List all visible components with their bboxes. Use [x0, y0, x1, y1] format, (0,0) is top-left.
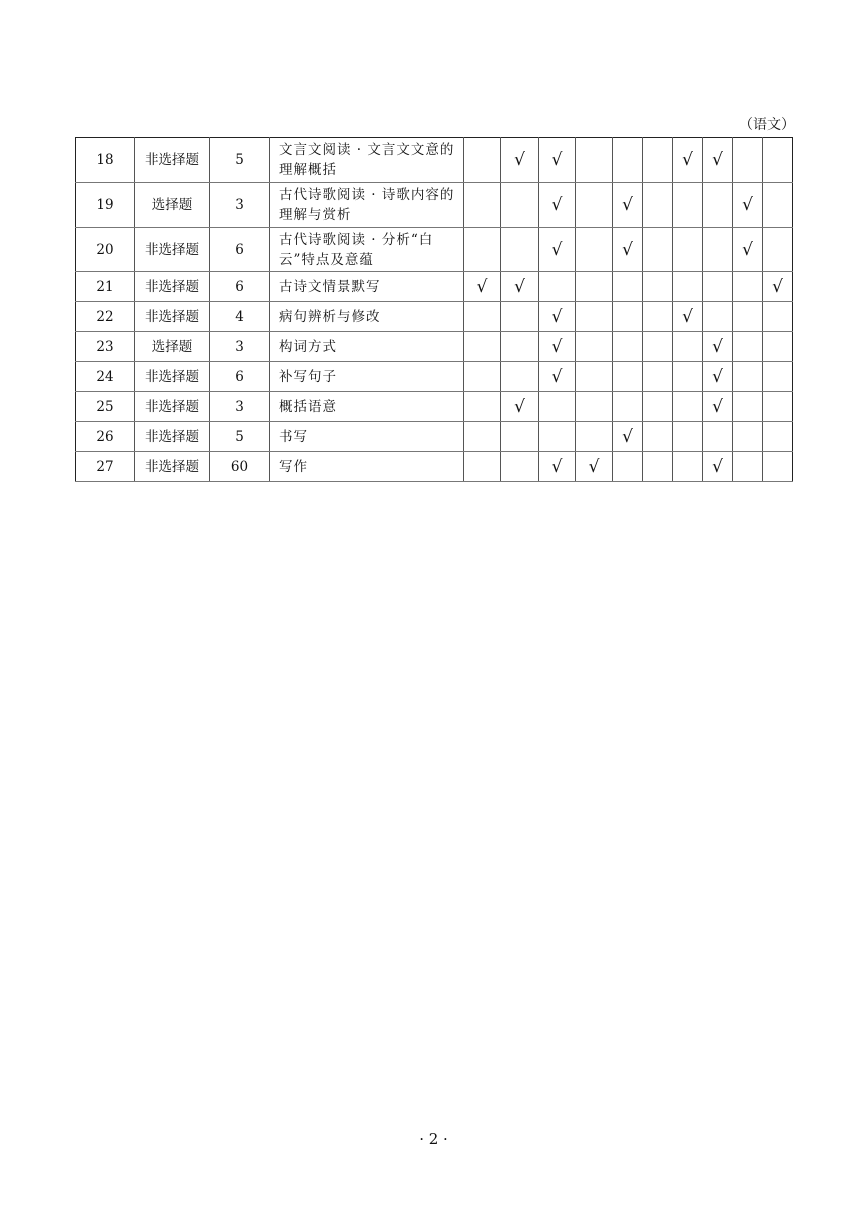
check-mark-cell: [576, 272, 613, 302]
question-number-cell: 24: [76, 362, 135, 392]
check-mark-cell: [501, 422, 539, 452]
check-mark-cell: √: [703, 362, 733, 392]
check-mark-cell: [703, 422, 733, 452]
check-mark-cell: [464, 452, 501, 482]
question-number-cell: 19: [76, 183, 135, 228]
check-mark-cell: [643, 228, 673, 272]
check-mark-cell: [643, 302, 673, 332]
check-mark-cell: √: [539, 332, 576, 362]
question-type-cell: 选择题: [135, 332, 210, 362]
check-mark-cell: [763, 392, 793, 422]
check-mark-cell: [576, 332, 613, 362]
check-mark-cell: [673, 272, 703, 302]
check-mark-cell: [576, 392, 613, 422]
page-number: · 2 ·: [419, 1130, 448, 1148]
check-mark-cell: [613, 272, 643, 302]
question-number-cell: 20: [76, 228, 135, 272]
topic-cell: 写作: [270, 452, 464, 482]
check-mark-cell: √: [613, 183, 643, 228]
check-mark-cell: [763, 183, 793, 228]
check-mark-cell: √: [501, 272, 539, 302]
table-row: [76, 228, 793, 272]
topic-cell: 文言文阅读 · 文言文文意的理解概括: [270, 138, 464, 183]
check-mark-cell: [464, 183, 501, 228]
check-mark-cell: [643, 422, 673, 452]
score-cell: 3: [210, 183, 270, 228]
check-mark-cell: √: [703, 392, 733, 422]
check-mark-cell: √: [464, 272, 501, 302]
question-number-cell: 22: [76, 302, 135, 332]
check-mark-cell: [703, 228, 733, 272]
table-row: [76, 452, 793, 482]
check-mark-cell: [763, 138, 793, 183]
check-mark-cell: [733, 362, 763, 392]
check-mark-cell: [464, 228, 501, 272]
score-cell: 6: [210, 362, 270, 392]
check-mark-cell: [763, 332, 793, 362]
score-cell: 6: [210, 228, 270, 272]
question-type-cell: 非选择题: [135, 362, 210, 392]
table-row: [76, 138, 793, 183]
question-number-cell: 25: [76, 392, 135, 422]
check-mark-cell: [501, 362, 539, 392]
check-mark-cell: √: [703, 332, 733, 362]
check-mark-cell: [643, 392, 673, 422]
check-mark-cell: √: [539, 302, 576, 332]
check-mark-cell: [464, 362, 501, 392]
check-mark-cell: √: [703, 452, 733, 482]
check-mark-cell: [643, 183, 673, 228]
check-mark-cell: [613, 302, 643, 332]
check-mark-cell: [733, 272, 763, 302]
topic-cell: 古代诗歌阅读 · 分析“白云”特点及意蕴: [270, 228, 464, 272]
check-mark-cell: [763, 362, 793, 392]
question-type-cell: 非选择题: [135, 228, 210, 272]
check-mark-cell: [703, 183, 733, 228]
score-cell: 5: [210, 138, 270, 183]
check-mark-cell: √: [539, 362, 576, 392]
check-mark-cell: √: [539, 138, 576, 183]
check-mark-cell: [576, 302, 613, 332]
check-mark-cell: [643, 138, 673, 183]
check-mark-cell: [643, 362, 673, 392]
exam-spec-table: [75, 137, 793, 482]
table-row: [76, 183, 793, 228]
check-mark-cell: [763, 228, 793, 272]
check-mark-cell: [576, 138, 613, 183]
check-mark-cell: [613, 362, 643, 392]
check-mark-cell: [763, 422, 793, 452]
check-mark-cell: [501, 228, 539, 272]
exam-spec-table-body: [76, 138, 793, 482]
check-mark-cell: [703, 302, 733, 332]
check-mark-cell: √: [539, 452, 576, 482]
question-number-cell: 26: [76, 422, 135, 452]
check-mark-cell: √: [613, 422, 643, 452]
question-type-cell: 非选择题: [135, 302, 210, 332]
check-mark-cell: [733, 332, 763, 362]
check-mark-cell: [464, 392, 501, 422]
check-mark-cell: [576, 183, 613, 228]
check-mark-cell: [576, 228, 613, 272]
check-mark-cell: [539, 392, 576, 422]
topic-cell: 补写句子: [270, 362, 464, 392]
score-cell: 4: [210, 302, 270, 332]
check-mark-cell: [501, 302, 539, 332]
topic-cell: 概括语意: [270, 392, 464, 422]
check-mark-cell: [501, 452, 539, 482]
check-mark-cell: [733, 302, 763, 332]
check-mark-cell: [539, 422, 576, 452]
check-mark-cell: [613, 332, 643, 362]
check-mark-cell: [703, 272, 733, 302]
question-type-cell: 非选择题: [135, 452, 210, 482]
table-row: [76, 422, 793, 452]
check-mark-cell: √: [613, 228, 643, 272]
question-number-cell: 27: [76, 452, 135, 482]
check-mark-cell: [763, 302, 793, 332]
check-mark-cell: [501, 183, 539, 228]
question-type-cell: 非选择题: [135, 138, 210, 183]
topic-cell: 书写: [270, 422, 464, 452]
check-mark-cell: √: [501, 138, 539, 183]
table-row: [76, 362, 793, 392]
topic-cell: 病句辨析与修改: [270, 302, 464, 332]
check-mark-cell: [643, 272, 673, 302]
question-type-cell: 非选择题: [135, 422, 210, 452]
check-mark-cell: [643, 332, 673, 362]
check-mark-cell: [576, 362, 613, 392]
score-cell: 6: [210, 272, 270, 302]
table-row: [76, 332, 793, 362]
question-type-cell: 非选择题: [135, 392, 210, 422]
check-mark-cell: [464, 332, 501, 362]
score-cell: 5: [210, 422, 270, 452]
check-mark-cell: [673, 332, 703, 362]
check-mark-cell: [733, 392, 763, 422]
topic-cell: 构词方式: [270, 332, 464, 362]
check-mark-cell: √: [539, 228, 576, 272]
check-mark-cell: [673, 183, 703, 228]
check-mark-cell: √: [763, 272, 793, 302]
check-mark-cell: [539, 272, 576, 302]
check-mark-cell: [763, 452, 793, 482]
check-mark-cell: √: [501, 392, 539, 422]
question-type-cell: 选择题: [135, 183, 210, 228]
check-mark-cell: [613, 452, 643, 482]
score-cell: 60: [210, 452, 270, 482]
question-number-cell: 18: [76, 138, 135, 183]
topic-cell: 古代诗歌阅读 · 诗歌内容的理解与赏析: [270, 183, 464, 228]
score-cell: 3: [210, 392, 270, 422]
check-mark-cell: [464, 422, 501, 452]
check-mark-cell: [643, 452, 673, 482]
score-cell: 3: [210, 332, 270, 362]
check-mark-cell: √: [539, 183, 576, 228]
check-mark-cell: [464, 138, 501, 183]
check-mark-cell: [733, 422, 763, 452]
check-mark-cell: [613, 138, 643, 183]
check-mark-cell: [613, 392, 643, 422]
question-number-cell: 21: [76, 272, 135, 302]
table-row: [76, 392, 793, 422]
check-mark-cell: √: [673, 138, 703, 183]
check-mark-cell: [673, 452, 703, 482]
check-mark-cell: [673, 392, 703, 422]
check-mark-cell: [464, 302, 501, 332]
check-mark-cell: √: [576, 452, 613, 482]
question-number-cell: 23: [76, 332, 135, 362]
check-mark-cell: [673, 228, 703, 272]
check-mark-cell: √: [673, 302, 703, 332]
question-type-cell: 非选择题: [135, 272, 210, 302]
check-mark-cell: [733, 452, 763, 482]
check-mark-cell: [673, 422, 703, 452]
check-mark-cell: √: [733, 183, 763, 228]
subject-label: （语文）: [739, 117, 795, 133]
table-row: [76, 302, 793, 332]
topic-cell: 古诗文情景默写: [270, 272, 464, 302]
check-mark-cell: [733, 138, 763, 183]
check-mark-cell: [501, 332, 539, 362]
check-mark-cell: √: [733, 228, 763, 272]
table-row: [76, 272, 793, 302]
check-mark-cell: [576, 422, 613, 452]
check-mark-cell: [673, 362, 703, 392]
check-mark-cell: √: [703, 138, 733, 183]
